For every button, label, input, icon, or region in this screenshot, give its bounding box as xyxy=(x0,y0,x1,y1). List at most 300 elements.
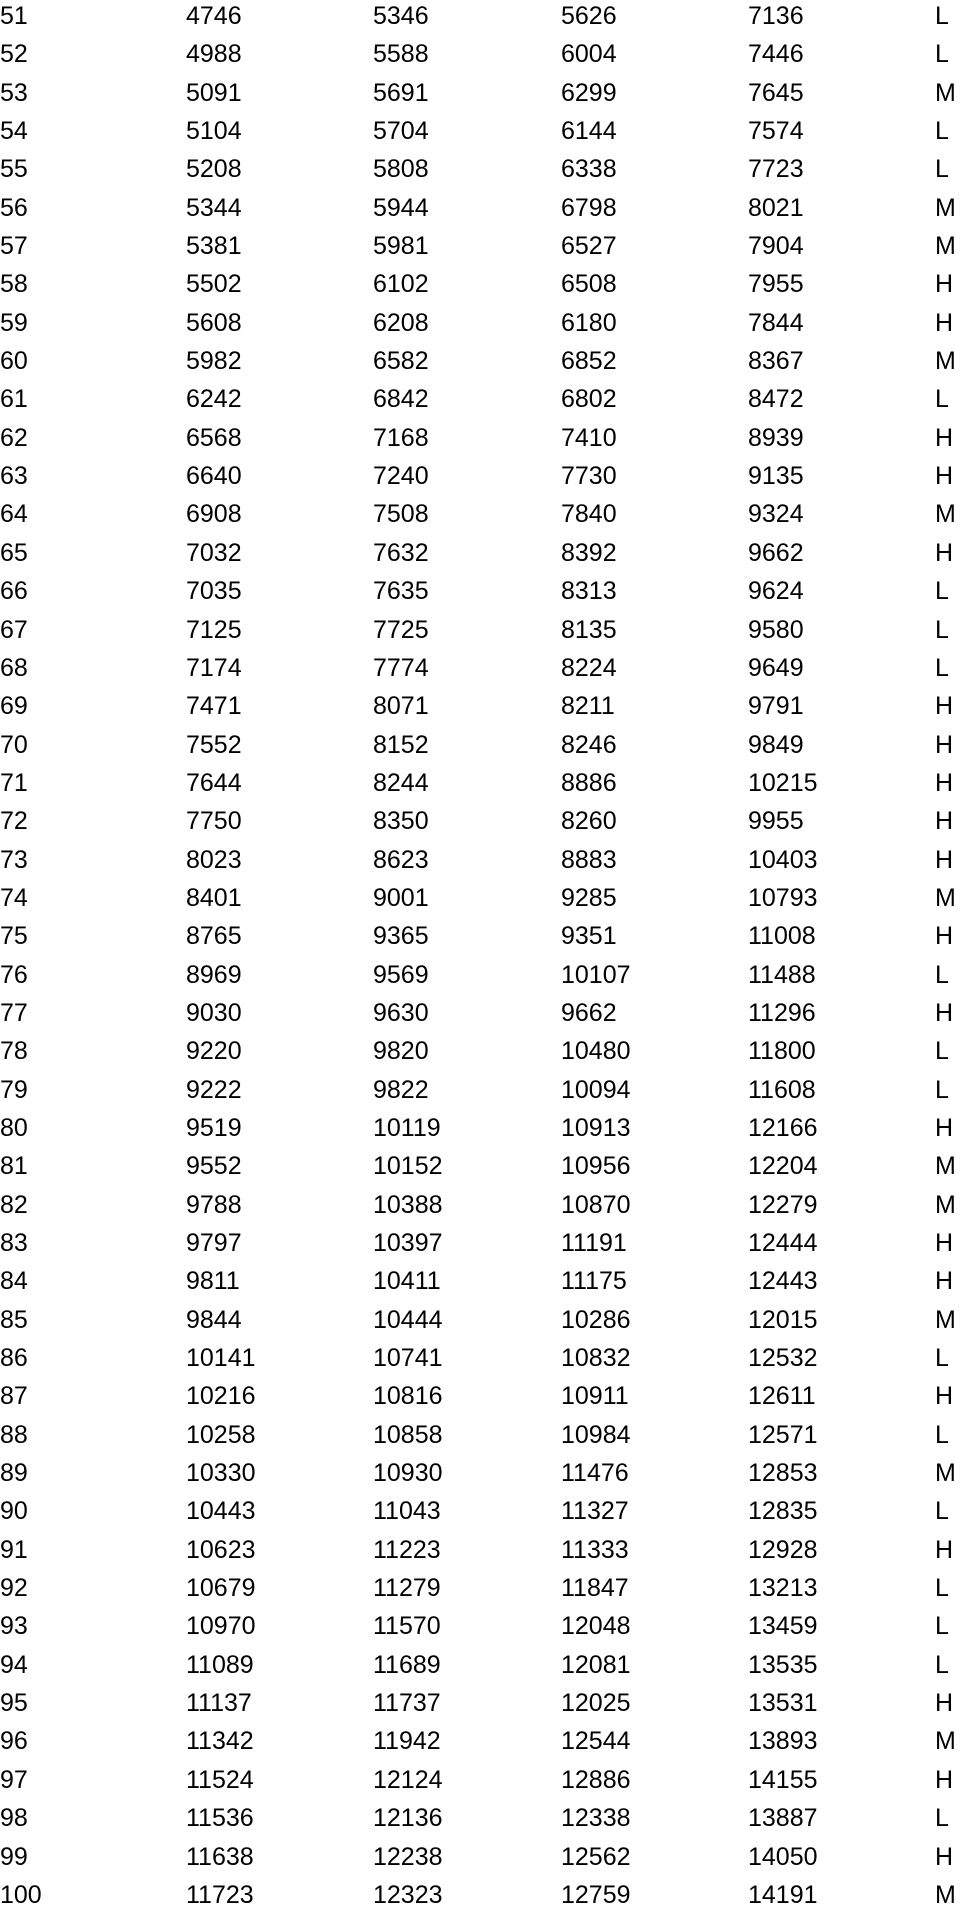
table-cell: 8392 xyxy=(561,538,617,567)
table-cell: 11327 xyxy=(561,1497,629,1526)
table-cell: 56 xyxy=(0,193,28,222)
table-cell: 8244 xyxy=(373,768,429,797)
table-cell: 6640 xyxy=(186,462,242,491)
table-cell: 62 xyxy=(0,423,28,452)
table-cell: 91 xyxy=(0,1535,28,1564)
table-cell: 9569 xyxy=(373,960,429,989)
table-cell: 77 xyxy=(0,998,28,1027)
table-cell: 9820 xyxy=(373,1037,429,1066)
table-row xyxy=(0,994,960,1032)
table-cell: 51 xyxy=(0,2,28,30)
table-cell: 11191 xyxy=(561,1229,627,1257)
table-cell: 71 xyxy=(0,768,28,797)
table-cell: L xyxy=(935,117,949,146)
table-row xyxy=(0,1454,960,1492)
table-cell: 93 xyxy=(0,1612,28,1641)
table-cell: L xyxy=(935,1420,949,1449)
table-cell: 10970 xyxy=(186,1612,256,1641)
table-row xyxy=(0,611,960,649)
table-cell: H xyxy=(935,1535,954,1564)
table-cell: 11488 xyxy=(748,960,816,989)
table-cell: 9797 xyxy=(186,1229,242,1257)
table-cell: 8071 xyxy=(373,692,429,721)
table-cell: H xyxy=(935,538,954,567)
table-cell: 12166 xyxy=(748,1113,818,1142)
table-cell: H xyxy=(935,1267,954,1296)
table-cell: 6527 xyxy=(561,232,617,261)
table-cell: 12532 xyxy=(748,1344,818,1373)
table-cell: 9285 xyxy=(561,883,617,912)
table-cell: 8021 xyxy=(748,193,804,222)
table-cell: M xyxy=(935,1880,956,1909)
table-cell: 8023 xyxy=(186,845,242,874)
table-cell: 11137 xyxy=(186,1689,252,1718)
table-cell: 54 xyxy=(0,117,28,146)
table-cell: L xyxy=(935,1075,949,1104)
table-cell: L xyxy=(935,960,949,989)
table-row xyxy=(0,1377,960,1415)
table-cell: 8886 xyxy=(561,768,617,797)
table-cell: 67 xyxy=(0,615,28,644)
table-cell: 11689 xyxy=(373,1650,441,1679)
table-cell: 11175 xyxy=(561,1267,627,1296)
table-row xyxy=(0,265,960,303)
table-cell: 13213 xyxy=(748,1574,818,1603)
table-row xyxy=(0,917,960,955)
table-cell: 9365 xyxy=(373,922,429,951)
table-cell: 5381 xyxy=(186,232,242,261)
table-cell: 9135 xyxy=(748,462,804,491)
table-cell: 10623 xyxy=(186,1535,256,1564)
table-cell: 5691 xyxy=(373,78,429,107)
table-cell: 12928 xyxy=(748,1535,818,1564)
table-cell: M xyxy=(935,193,956,222)
table-cell: 13535 xyxy=(748,1650,818,1679)
table-cell: 8260 xyxy=(561,807,617,836)
table-row xyxy=(0,841,960,879)
table-cell: 11608 xyxy=(748,1075,816,1104)
table-cell: 11223 xyxy=(373,1535,441,1564)
table-cell: 5588 xyxy=(373,40,429,69)
table-cell: 8367 xyxy=(748,347,804,376)
table-cell: 12562 xyxy=(561,1842,631,1871)
table-cell: 10094 xyxy=(561,1075,631,1104)
table-row xyxy=(0,1799,960,1837)
table-cell: 80 xyxy=(0,1113,28,1142)
table-cell: 12611 xyxy=(748,1382,816,1411)
table-cell: 11638 xyxy=(186,1842,254,1871)
table-row xyxy=(0,1876,960,1914)
table-cell: 63 xyxy=(0,462,28,491)
table-cell: 7508 xyxy=(373,500,429,529)
table-cell: M xyxy=(935,883,956,912)
table-cell: 10397 xyxy=(373,1229,443,1257)
table-cell: 8224 xyxy=(561,653,617,682)
table-cell: 12338 xyxy=(561,1804,631,1833)
table-cell: 10152 xyxy=(373,1152,443,1181)
table-cell: 10911 xyxy=(561,1382,629,1411)
table-cell: 11570 xyxy=(373,1612,441,1641)
table-cell: 12136 xyxy=(373,1804,443,1833)
table-row xyxy=(0,534,960,572)
table-row xyxy=(0,1646,960,1684)
table-cell: 10930 xyxy=(373,1459,443,1488)
table-row xyxy=(0,1109,960,1147)
table-cell: 12886 xyxy=(561,1765,631,1794)
table-cell: 5944 xyxy=(373,193,429,222)
table-cell: 65 xyxy=(0,538,28,567)
table-cell: 13459 xyxy=(748,1612,818,1641)
table-row xyxy=(0,35,960,73)
table-cell: 9220 xyxy=(186,1037,242,1066)
table-cell: 7174 xyxy=(186,653,242,682)
table-cell: L xyxy=(935,385,949,414)
table-cell: 7574 xyxy=(748,117,804,146)
table-cell: 11043 xyxy=(373,1497,441,1526)
table-row xyxy=(0,1722,960,1760)
table-row xyxy=(0,726,960,764)
table-cell: 94 xyxy=(0,1650,28,1679)
table-cell: 64 xyxy=(0,500,28,529)
table-cell: H xyxy=(935,730,954,759)
table-cell: 12015 xyxy=(748,1305,818,1334)
table-cell: 12279 xyxy=(748,1190,818,1219)
table-row xyxy=(0,227,960,265)
table-cell: 10411 xyxy=(373,1267,441,1296)
table-row xyxy=(0,1531,960,1569)
table-cell: 11476 xyxy=(561,1459,629,1488)
table-row xyxy=(0,457,960,495)
table-row xyxy=(0,150,960,188)
table-cell: 11800 xyxy=(748,1037,816,1066)
table-cell: 10286 xyxy=(561,1305,631,1334)
table-cell: 6208 xyxy=(373,308,429,337)
table-cell: M xyxy=(935,500,956,529)
table-cell: 11296 xyxy=(748,998,816,1027)
table-cell: 9030 xyxy=(186,998,242,1027)
table-cell: 6242 xyxy=(186,385,242,414)
table-row xyxy=(0,1147,960,1185)
table-cell: 7750 xyxy=(186,807,242,836)
table-cell: 12025 xyxy=(561,1689,631,1718)
table-cell: 10870 xyxy=(561,1190,631,1219)
table-cell: L xyxy=(935,1037,949,1066)
table-cell: 11536 xyxy=(186,1804,254,1833)
table-cell: 12759 xyxy=(561,1880,631,1909)
table-cell: 5208 xyxy=(186,155,242,184)
table-cell: 4746 xyxy=(186,2,242,30)
table-cell: 7410 xyxy=(561,423,617,452)
table-row xyxy=(0,112,960,150)
table-cell: 5502 xyxy=(186,270,242,299)
table-cell: 10956 xyxy=(561,1152,631,1181)
table-cell: 75 xyxy=(0,922,28,951)
table-row xyxy=(0,1339,960,1377)
table-cell: 74 xyxy=(0,883,28,912)
table-cell: 99 xyxy=(0,1842,28,1871)
table-cell: H xyxy=(935,270,954,299)
table-cell: H xyxy=(935,1689,954,1718)
table-cell: M xyxy=(935,1190,956,1219)
table-cell: M xyxy=(935,347,956,376)
table-cell: 9811 xyxy=(186,1267,240,1296)
table-cell: 8939 xyxy=(748,423,804,452)
table-cell: 12204 xyxy=(748,1152,818,1181)
table-cell: H xyxy=(935,462,954,491)
table-cell: 6582 xyxy=(373,347,429,376)
table-cell: 58 xyxy=(0,270,28,299)
table-cell: 88 xyxy=(0,1420,28,1449)
table-cell: L xyxy=(935,615,949,644)
table-row xyxy=(0,1224,960,1262)
table-cell: L xyxy=(935,40,949,69)
table-cell: 79 xyxy=(0,1075,28,1104)
table-cell: 10858 xyxy=(373,1420,443,1449)
table-cell: H xyxy=(935,922,954,951)
table-cell: 5808 xyxy=(373,155,429,184)
table-cell: 11342 xyxy=(186,1727,254,1756)
table-cell: H xyxy=(935,1229,954,1257)
table-cell: M xyxy=(935,78,956,107)
table-cell: 61 xyxy=(0,385,28,414)
table-cell: 11847 xyxy=(561,1574,629,1603)
table-cell: 9662 xyxy=(748,538,804,567)
table-cell: 95 xyxy=(0,1689,28,1718)
table-cell: 78 xyxy=(0,1037,28,1066)
table-cell: 10816 xyxy=(373,1382,443,1411)
table-row xyxy=(0,1186,960,1224)
table-cell: 10741 xyxy=(373,1344,443,1373)
table-cell: 8883 xyxy=(561,845,617,874)
table-cell: 7645 xyxy=(748,78,804,107)
table-cell: M xyxy=(935,1727,956,1756)
table-cell: 7844 xyxy=(748,308,804,337)
table-cell: 10984 xyxy=(561,1420,631,1449)
table-cell: 8623 xyxy=(373,845,429,874)
table-cell: L xyxy=(935,1612,949,1641)
table-cell: 86 xyxy=(0,1344,28,1373)
table-cell: 13887 xyxy=(748,1804,818,1833)
table-cell: 14191 xyxy=(748,1880,818,1909)
table-cell: 12238 xyxy=(373,1842,443,1871)
table-cell: 9662 xyxy=(561,998,617,1027)
table-cell: 6338 xyxy=(561,155,617,184)
table-row xyxy=(0,342,960,380)
table-cell: 10215 xyxy=(748,768,818,797)
table-row xyxy=(0,380,960,418)
table-cell: 12853 xyxy=(748,1459,818,1488)
table-cell: 6852 xyxy=(561,347,617,376)
table-cell: 68 xyxy=(0,653,28,682)
table-cell: 87 xyxy=(0,1382,28,1411)
table-cell: 12443 xyxy=(748,1267,818,1296)
table-row xyxy=(0,1301,960,1339)
table-cell: 12835 xyxy=(748,1497,818,1526)
table-row xyxy=(0,687,960,725)
table-cell: 7840 xyxy=(561,500,617,529)
table-cell: 10141 xyxy=(186,1344,256,1373)
table-row xyxy=(0,1838,960,1876)
table-cell: 9624 xyxy=(748,577,804,606)
table-row xyxy=(0,189,960,227)
table-cell: 14050 xyxy=(748,1842,818,1871)
table-cell: H xyxy=(935,845,954,874)
table-cell: L xyxy=(935,653,949,682)
table-cell: 12124 xyxy=(373,1765,443,1794)
table-cell: 10330 xyxy=(186,1459,256,1488)
table-cell: 7635 xyxy=(373,577,429,606)
table-row xyxy=(0,572,960,610)
table-cell: 9791 xyxy=(748,692,804,721)
table-cell: 7035 xyxy=(186,577,242,606)
table-cell: 9351 xyxy=(561,922,617,951)
table-cell: L xyxy=(935,2,949,30)
table-cell: 57 xyxy=(0,232,28,261)
table-cell: 100 xyxy=(0,1880,42,1909)
table-cell: 9849 xyxy=(748,730,804,759)
table-cell: 7730 xyxy=(561,462,617,491)
table-cell: 69 xyxy=(0,692,28,721)
table-row xyxy=(0,879,960,917)
table-cell: 82 xyxy=(0,1190,28,1219)
table-cell: 6299 xyxy=(561,78,617,107)
table-cell: 6102 xyxy=(373,270,429,299)
table-cell: 10119 xyxy=(373,1113,441,1142)
table-cell: 10679 xyxy=(186,1574,256,1603)
table-cell: 9822 xyxy=(373,1075,429,1104)
table-cell: H xyxy=(935,308,954,337)
table-cell: 10107 xyxy=(561,960,631,989)
table-cell: 10913 xyxy=(561,1113,631,1142)
table-cell: 10403 xyxy=(748,845,818,874)
table-cell: 8152 xyxy=(373,730,429,759)
table-cell: 9552 xyxy=(186,1152,242,1181)
table-row xyxy=(0,74,960,112)
table-cell: 7723 xyxy=(748,155,804,184)
table-row xyxy=(0,1569,960,1607)
table-cell: 10793 xyxy=(748,883,818,912)
table-cell: 8211 xyxy=(561,692,615,721)
table-cell: 73 xyxy=(0,845,28,874)
table-cell: L xyxy=(935,1804,949,1833)
table-cell: 12444 xyxy=(748,1229,818,1257)
table-row xyxy=(0,764,960,802)
table-cell: H xyxy=(935,1842,954,1871)
table-cell: 10832 xyxy=(561,1344,631,1373)
table-cell: 7032 xyxy=(186,538,242,567)
table-cell: 7632 xyxy=(373,538,429,567)
table-cell: L xyxy=(935,1497,949,1526)
table-cell: 10258 xyxy=(186,1420,256,1449)
table-cell: 70 xyxy=(0,730,28,759)
table-cell: 52 xyxy=(0,40,28,69)
table-cell: 5344 xyxy=(186,193,242,222)
table-row xyxy=(0,1492,960,1530)
table-cell: 10443 xyxy=(186,1497,256,1526)
table-cell: 59 xyxy=(0,308,28,337)
table-cell: 53 xyxy=(0,78,28,107)
table-cell: 13531 xyxy=(748,1689,818,1718)
table-cell: 9844 xyxy=(186,1305,242,1334)
table-cell: 7725 xyxy=(373,615,429,644)
table-cell: 10444 xyxy=(373,1305,443,1334)
table-cell: 90 xyxy=(0,1497,28,1526)
table-cell: 97 xyxy=(0,1765,28,1794)
table-cell: M xyxy=(935,1459,956,1488)
table-cell: 81 xyxy=(0,1152,28,1181)
table-cell: 6802 xyxy=(561,385,617,414)
table-cell: L xyxy=(935,1650,949,1679)
table-cell: 13893 xyxy=(748,1727,818,1756)
table-cell: 12571 xyxy=(748,1420,818,1449)
table-cell: 5982 xyxy=(186,347,242,376)
table-cell: 11723 xyxy=(186,1880,254,1909)
table-cell: 11089 xyxy=(186,1650,254,1679)
table-cell: L xyxy=(935,1344,949,1373)
table-cell: 12544 xyxy=(561,1727,631,1756)
table-cell: 8969 xyxy=(186,960,242,989)
table-cell: 7136 xyxy=(748,2,804,30)
table-cell: 7240 xyxy=(373,462,429,491)
table-cell: 9649 xyxy=(748,653,804,682)
table-cell: M xyxy=(935,1305,956,1334)
table-row xyxy=(0,0,960,35)
table-cell: 9324 xyxy=(748,500,804,529)
table-cell: 5704 xyxy=(373,117,429,146)
table-cell: 9788 xyxy=(186,1190,242,1219)
table-cell: L xyxy=(935,577,949,606)
table-cell: 12081 xyxy=(561,1650,631,1679)
table-cell: M xyxy=(935,1152,956,1181)
table-row xyxy=(0,1416,960,1454)
table-cell: 14155 xyxy=(748,1765,818,1794)
table-cell: M xyxy=(935,232,956,261)
table-cell: 10216 xyxy=(186,1382,256,1411)
table-row xyxy=(0,419,960,457)
table-cell: 11279 xyxy=(373,1574,441,1603)
table-cell: 72 xyxy=(0,807,28,836)
table-cell: 5626 xyxy=(561,2,617,30)
table-cell: L xyxy=(935,1574,949,1603)
table-cell: H xyxy=(935,1113,954,1142)
table-cell: 7774 xyxy=(373,653,429,682)
table-row xyxy=(0,956,960,994)
table-cell: 7446 xyxy=(748,40,804,69)
table-cell: 8401 xyxy=(186,883,242,912)
table-row xyxy=(0,649,960,687)
table-cell: H xyxy=(935,692,954,721)
table-cell: 7125 xyxy=(186,615,242,644)
table-cell: 4988 xyxy=(186,40,242,69)
table-row xyxy=(0,1761,960,1799)
table-cell: L xyxy=(935,155,949,184)
table-cell: 12048 xyxy=(561,1612,631,1641)
table-cell: 11737 xyxy=(373,1689,441,1718)
table-cell: H xyxy=(935,423,954,452)
table-cell: 7471 xyxy=(186,692,242,721)
table-cell: H xyxy=(935,1382,954,1411)
table-cell: 10480 xyxy=(561,1037,631,1066)
table-row xyxy=(0,1684,960,1722)
table-cell: 96 xyxy=(0,1727,28,1756)
table-cell: 11942 xyxy=(373,1727,441,1756)
table-cell: 85 xyxy=(0,1305,28,1334)
table-cell: 7904 xyxy=(748,232,804,261)
table-cell: 7552 xyxy=(186,730,242,759)
table-cell: 8313 xyxy=(561,577,617,606)
table-cell: 9001 xyxy=(373,883,429,912)
table-row xyxy=(0,1607,960,1645)
